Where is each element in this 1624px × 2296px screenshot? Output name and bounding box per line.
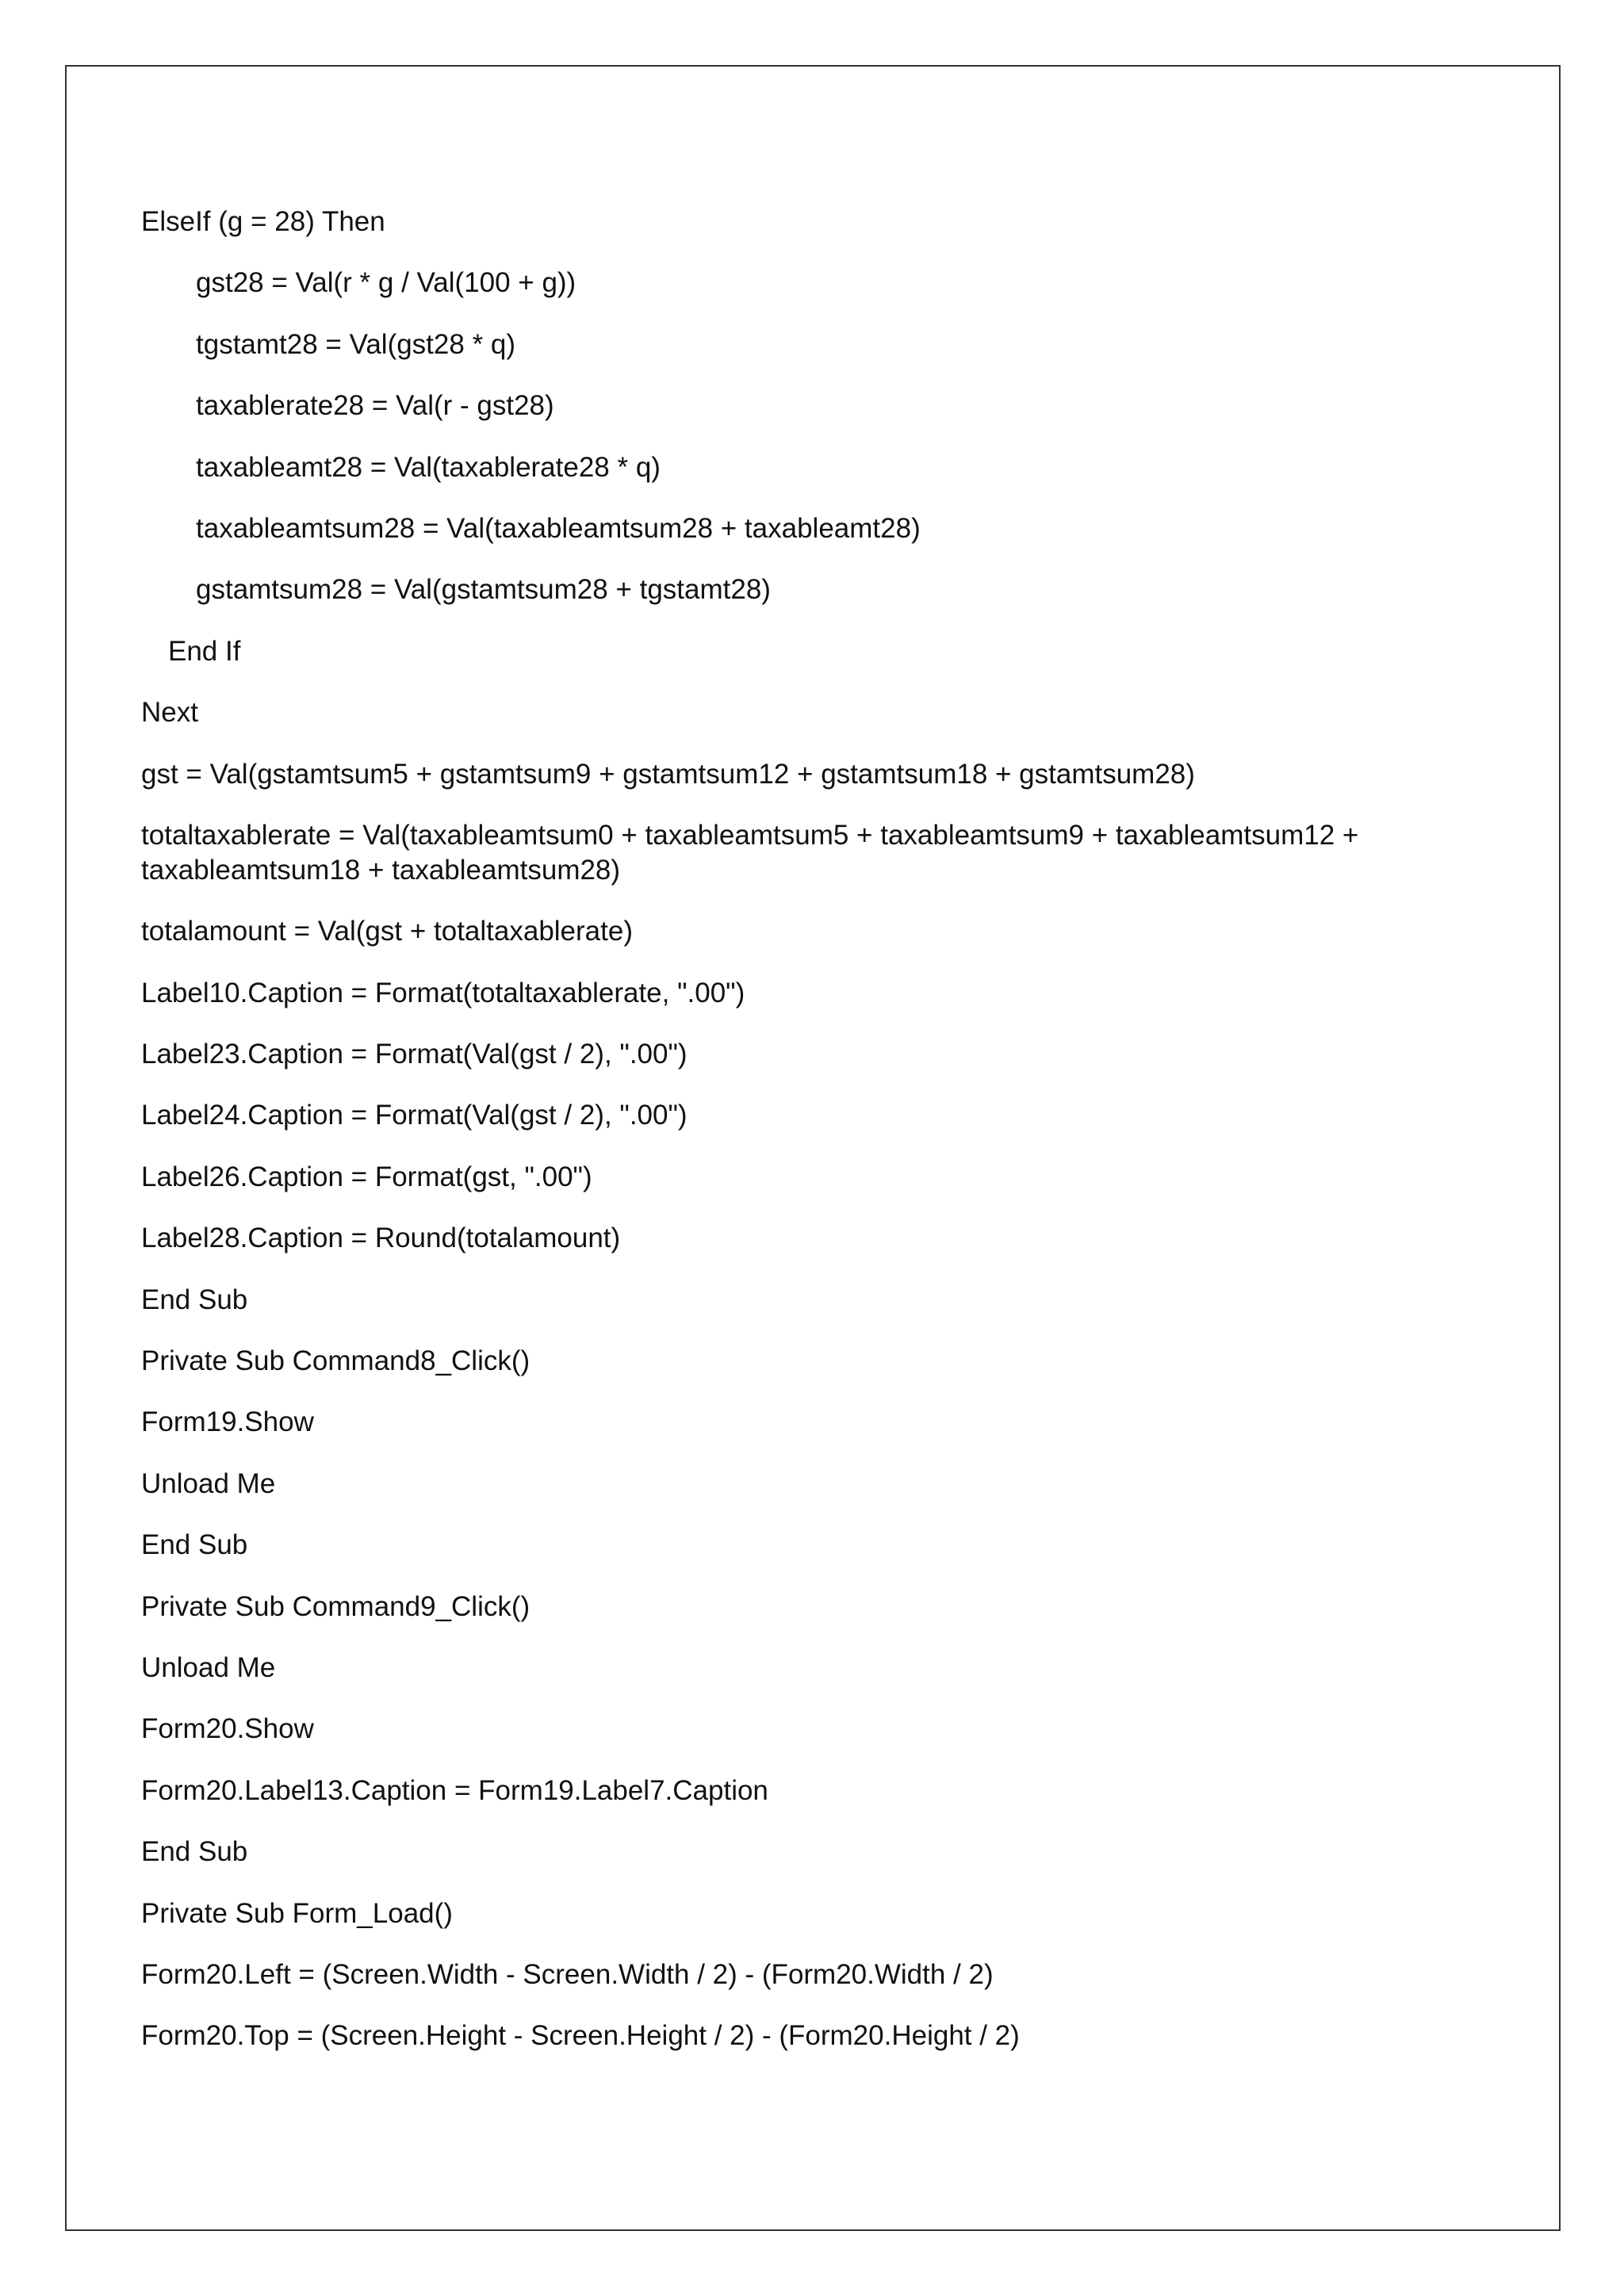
code-line: taxablerate28 = Val(r - gst28) — [196, 390, 554, 422]
code-line: taxableamtsum28 = Val(taxableamtsum28 + taxableamt28) — [196, 512, 921, 544]
code-line: totaltaxablerate = Val(taxableamtsum0 + taxableamtsum5 + taxableamtsum9 + taxableamtsum12 + taxableamtsum18 + taxableamtsum28) — [141, 819, 1359, 886]
code-line: Unload Me — [141, 1651, 276, 1683]
code-line: Private Sub Form_Load() — [141, 1897, 453, 1929]
code-line: gst28 = Val(r * g / Val(100 + g)) — [196, 267, 576, 299]
code-line: Label24.Caption = Format(Val(gst / 2), ".00") — [141, 1100, 688, 1131]
code-line: End If — [168, 635, 241, 667]
code-line: Form19.Show — [141, 1406, 314, 1438]
code-line: Private Sub Command9_Click() — [141, 1590, 530, 1622]
code-line: gst = Val(gstamtsum5 + gstamtsum9 + gstamtsum12 + gstamtsum18 + gstamtsum28) — [141, 758, 1195, 790]
code-line: gstamtsum28 = Val(gstamtsum28 + tgstamt28) — [196, 574, 771, 606]
code-line: Label26.Caption = Format(gst, ".00") — [141, 1161, 592, 1192]
code-line: Form20.Show — [141, 1713, 314, 1745]
code-line: End Sub — [141, 1284, 248, 1315]
code-line: Label28.Caption = Round(totalamount) — [141, 1223, 621, 1254]
code-line: Form20.Top = (Screen.Height - Screen.Height / 2) - (Form20.Height / 2) — [141, 2020, 1020, 2052]
code-line: Unload Me — [141, 1468, 276, 1499]
code-line: End Sub — [141, 1836, 248, 1868]
code-line: taxableamt28 = Val(taxablerate28 * q) — [196, 451, 661, 483]
code-line: totalamount = Val(gst + totaltaxablerate) — [141, 916, 633, 947]
code-line: Label10.Caption = Format(totaltaxablerate, ".00") — [141, 977, 745, 1008]
code-line: End Sub — [141, 1529, 248, 1561]
code-line: Form20.Left = (Screen.Width - Screen.Width / 2) - (Form20.Width / 2) — [141, 1958, 994, 1990]
code-line: Form20.Label13.Caption = Form19.Label7.Caption — [141, 1774, 768, 1806]
code-line: tgstamt28 = Val(gst28 * q) — [196, 328, 516, 360]
code-line: Label23.Caption = Format(Val(gst / 2), ".00") — [141, 1039, 688, 1070]
code-line: Private Sub Command8_Click() — [141, 1345, 530, 1377]
code-line: Next — [141, 697, 198, 729]
code-block — [141, 205, 1410, 2080]
code-line: ElseIf (g = 28) Then — [141, 206, 385, 237]
